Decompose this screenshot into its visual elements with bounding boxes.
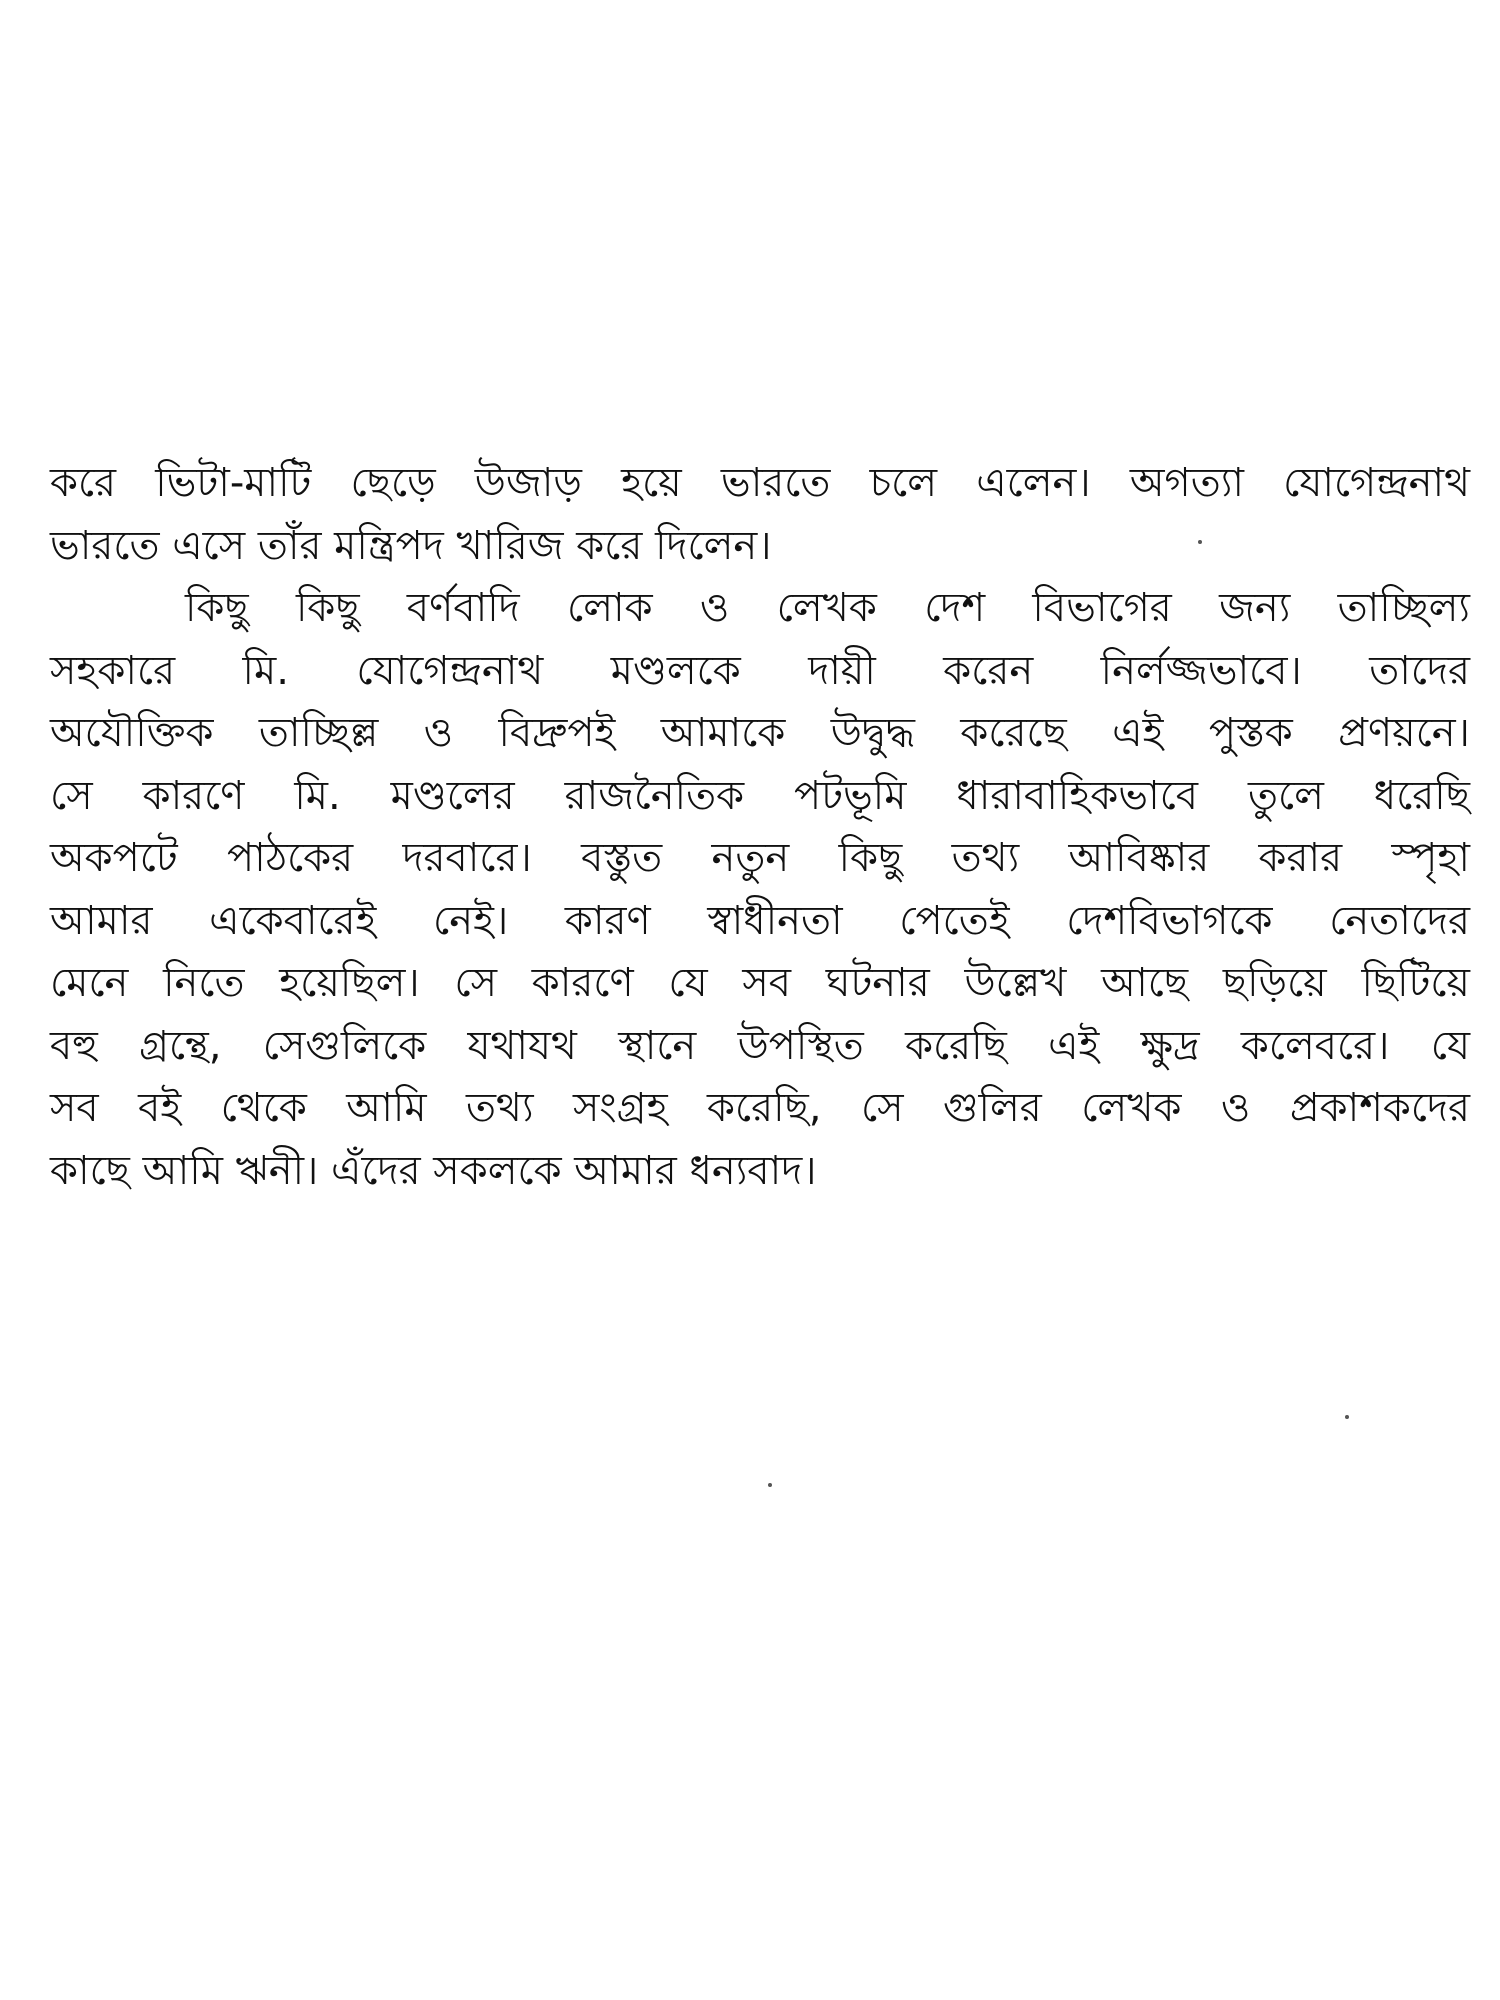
scan-speck <box>1345 1415 1349 1419</box>
text-line: করে ভিটা-মাটি ছেড়ে উজাড় হয়ে ভারতে চলে এলেন। অগত্যা যোগেন্দ্রনাথ <box>50 460 1470 506</box>
paragraph-acknowledgement <box>50 577 1470 1202</box>
text-line: বহু গ্রন্থে, সেগুলিকে যথাযথ স্থানে উপস্থিত করেছি এই ক্ষুদ্র কলেবরে। যে <box>50 1022 1470 1069</box>
paragraph-continuation <box>50 452 1470 577</box>
text-line: সব বই থেকে আমি তথ্য সংগ্রহ করেছি, সে গুলির লেখক ও প্রকাশকদের <box>50 1085 1470 1131</box>
body-text <box>50 452 1470 1202</box>
scan-speck <box>1198 540 1202 544</box>
text-line: সে কারণে মি. মণ্ডলের রাজনৈতিক পটভূমি ধারাবাহিকভাবে তুলে ধরেছি <box>50 772 1470 819</box>
text-line: ভারতে এসে তাঁর মন্ত্রিপদ খারিজ করে দিলেন। <box>50 522 772 569</box>
text-line: অকপটে পাঠকের দরবারে। বস্তুত নতুন কিছু তথ্য আবিষ্কার করার স্পৃহা <box>50 835 1470 881</box>
scan-speck <box>768 1483 772 1487</box>
text-line: কাছে আমি ঋনী। এঁদের সকলকে আমার ধন্যবাদ। <box>50 1147 817 1194</box>
text-line: অযৌক্তিক তাচ্ছিল্ল ও বিদ্রুপই আমাকে উদ্বুদ্ধ করেছে এই পুস্তক প্রণয়নে। <box>50 710 1470 756</box>
text-line: আমার একেবারেই নেই। কারণ স্বাধীনতা পেতেই দেশবিভাগকে নেতাদের <box>50 897 1470 944</box>
text-line: মেনে নিতে হয়েছিল। সে কারণে যে সব ঘটনার উল্লেখ আছে ছড়িয়ে ছিটিয়ে <box>50 960 1470 1006</box>
text-line: সহকারে মি. যোগেন্দ্রনাথ মণ্ডলকে দায়ী করেন নির্লজ্জভাবে। তাদের <box>50 647 1470 694</box>
text-line: কিছু কিছু বর্ণবাদি লোক ও লেখক দেশ বিভাগের জন্য তাচ্ছিল্য <box>185 585 1470 631</box>
